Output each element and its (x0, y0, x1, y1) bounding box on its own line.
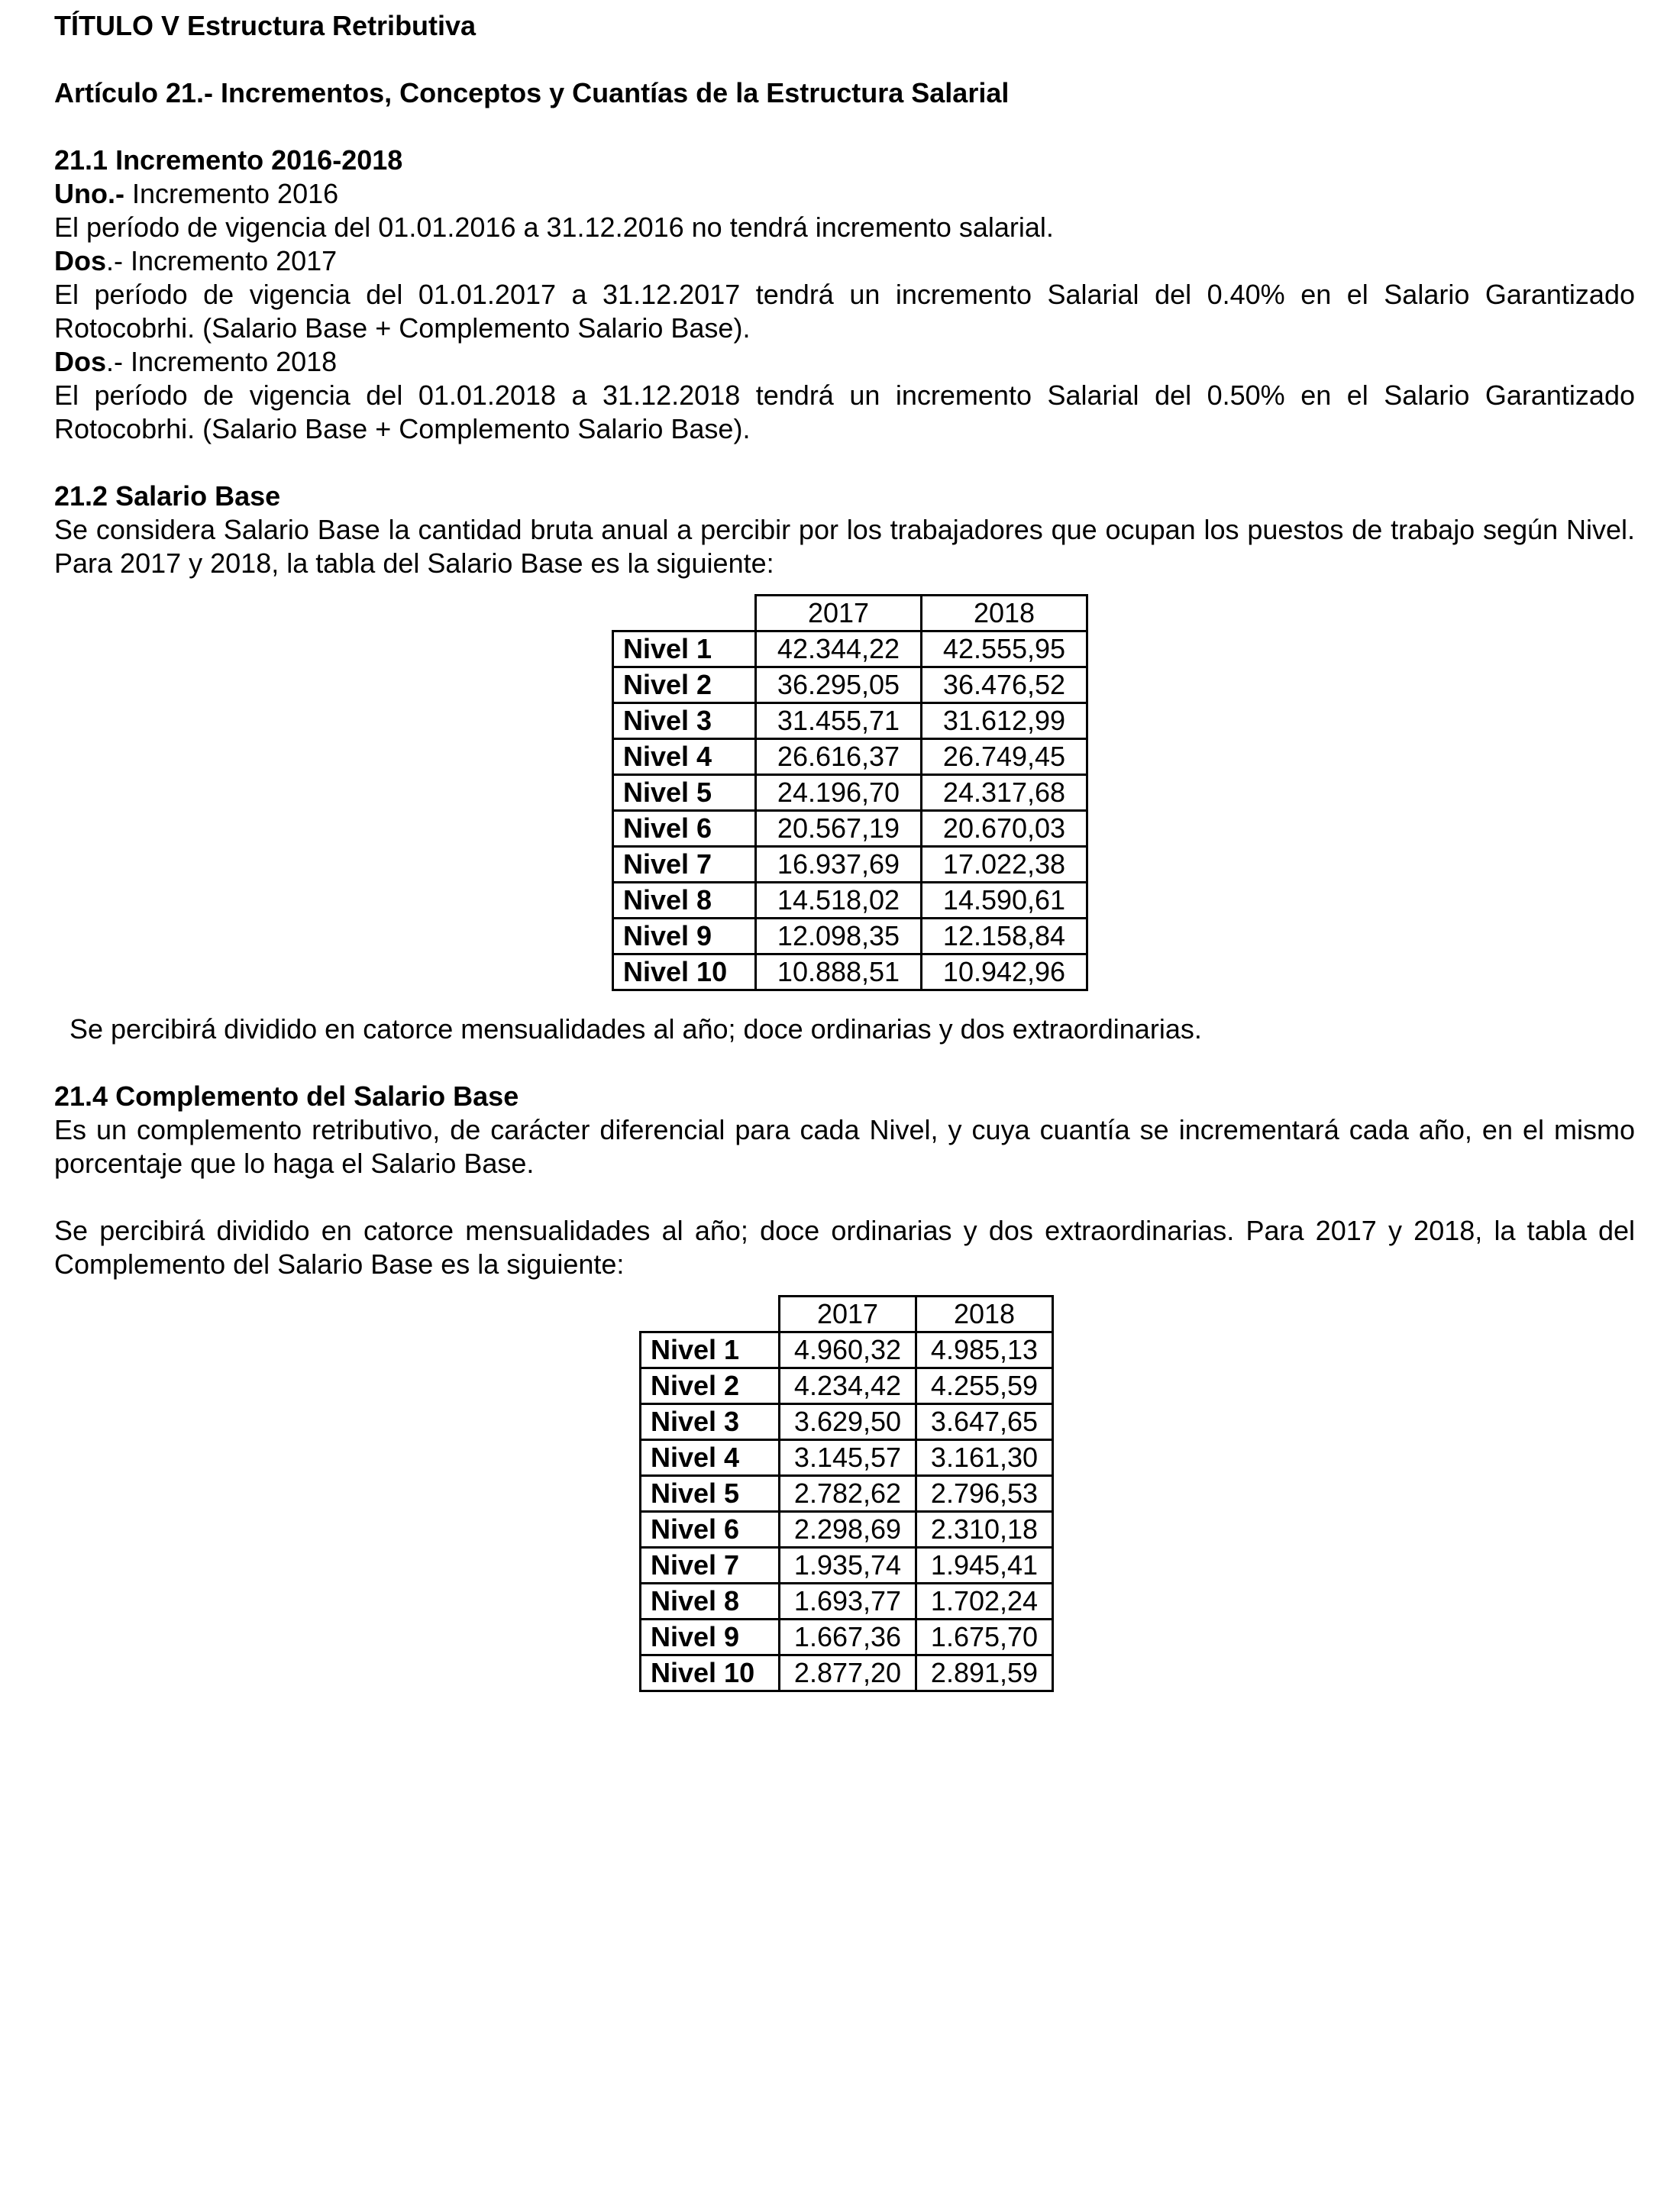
dos-2018-text: .- Incremento 2018 (106, 346, 338, 377)
table-header-row (613, 596, 1087, 631)
value-2017: 31.455,71 (756, 703, 922, 739)
value-2017: 3.629,50 (780, 1404, 916, 1440)
spacer (54, 1046, 1635, 1080)
value-2018: 2.891,59 (916, 1655, 1053, 1691)
section-21-1-heading: 21.1 Incremento 2016-2018 (54, 144, 403, 176)
value-2017: 12.098,35 (756, 919, 922, 954)
spacer (54, 43, 1635, 76)
value-2018: 3.647,65 (916, 1404, 1053, 1440)
complemento-paragraph-1: Es un complemento retributivo, de carácter diferencial para cada Nivel, y cuya cuantía se incrementará cada año, en el mismo porcentaje que lo haga el Salario Base. (54, 1114, 1635, 1179)
value-2017: 2.782,62 (780, 1476, 916, 1512)
level-label: Nivel 2 (641, 1368, 780, 1404)
dos-2017-label: Dos (54, 245, 107, 276)
uno-line (54, 177, 1635, 211)
value-2017: 1.667,36 (780, 1620, 916, 1655)
salario-base-paragraph: Se considera Salario Base la cantidad bruta anual a percibir por los trabajadores que ocupan los puestos de trabajo según Nivel. Para 2017 y 2018, la tabla del Salario Base es la siguiente: (54, 514, 1635, 579)
level-label: Nivel 3 (613, 703, 756, 739)
table-row (641, 1512, 1053, 1548)
dos-2017-text: .- Incremento 2017 (106, 245, 338, 276)
table-corner-cell (641, 1297, 780, 1332)
value-2018: 12.158,84 (922, 919, 1087, 954)
mensualidades-note: Se percibirá dividido en catorce mensualidades al año; doce ordinarias y dos extraordinarias. (69, 1013, 1202, 1045)
value-2017: 2.877,20 (780, 1655, 916, 1691)
dos-2017-line (54, 244, 1635, 278)
table-row (641, 1368, 1053, 1404)
uno-label: Uno.- (54, 178, 124, 209)
value-2018: 1.702,24 (916, 1584, 1053, 1620)
paragraph-2017: El período de vigencia del 01.01.2017 a 31.12.2017 tendrá un incremento Salarial del 0.40% en el Salario Garantizado Rotocobrhi. (Salario Base + Complemento Salario Base). (54, 279, 1635, 344)
value-2018: 1.675,70 (916, 1620, 1053, 1655)
table-row (613, 919, 1087, 954)
spacer (54, 110, 1635, 144)
complemento-paragraph-2: Se percibirá dividido en catorce mensualidades al año; doce ordinarias y dos extraordinarias. Para 2017 y 2018, la tabla del Complemento del Salario Base es la siguiente: (54, 1215, 1635, 1280)
table-row (613, 883, 1087, 919)
value-2018: 2.796,53 (916, 1476, 1053, 1512)
level-label: Nivel 5 (613, 775, 756, 811)
value-2018: 4.985,13 (916, 1332, 1053, 1368)
value-2018: 2.310,18 (916, 1512, 1053, 1548)
value-2017: 1.693,77 (780, 1584, 916, 1620)
level-label: Nivel 3 (641, 1404, 780, 1440)
document-title: TÍTULO V Estructura Retributiva (54, 10, 477, 41)
complemento-salario-base-table (639, 1295, 1054, 1692)
table-header-2017: 2017 (756, 596, 922, 631)
table-row (641, 1332, 1053, 1368)
value-2018: 31.612,99 (922, 703, 1087, 739)
level-label: Nivel 10 (641, 1655, 780, 1691)
value-2017: 10.888,51 (756, 954, 922, 990)
value-2017: 1.935,74 (780, 1548, 916, 1584)
value-2018: 1.945,41 (916, 1548, 1053, 1584)
table-row (613, 847, 1087, 883)
table-row (613, 739, 1087, 775)
level-label: Nivel 7 (641, 1548, 780, 1584)
table-row (613, 811, 1087, 847)
table-row (641, 1404, 1053, 1440)
level-label: Nivel 2 (613, 667, 756, 703)
value-2017: 20.567,19 (756, 811, 922, 847)
salario-base-table (612, 594, 1088, 991)
section-21-2-heading: 21.2 Salario Base (54, 480, 281, 512)
table-row (613, 954, 1087, 990)
article-heading: Artículo 21.- Incrementos, Conceptos y Cuantías de la Estructura Salarial (54, 77, 1010, 108)
value-2017: 2.298,69 (780, 1512, 916, 1548)
level-label: Nivel 4 (641, 1440, 780, 1476)
value-2018: 42.555,95 (922, 631, 1087, 667)
table-corner-cell (613, 596, 756, 631)
table-header-2018: 2018 (922, 596, 1087, 631)
level-label: Nivel 1 (613, 631, 756, 667)
dos-2018-line (54, 345, 1635, 379)
dos-2018-label: Dos (54, 346, 107, 377)
section-21-4-heading: 21.4 Complemento del Salario Base (54, 1080, 519, 1112)
paragraph-2016: El período de vigencia del 01.01.2016 a 31.12.2016 no tendrá incremento salarial. (54, 212, 1054, 243)
value-2018: 20.670,03 (922, 811, 1087, 847)
table-row (641, 1476, 1053, 1512)
value-2017: 3.145,57 (780, 1440, 916, 1476)
value-2018: 24.317,68 (922, 775, 1087, 811)
value-2017: 26.616,37 (756, 739, 922, 775)
table-row (641, 1655, 1053, 1691)
value-2017: 16.937,69 (756, 847, 922, 883)
value-2017: 42.344,22 (756, 631, 922, 667)
table-row (613, 703, 1087, 739)
table-row (641, 1548, 1053, 1584)
value-2018: 10.942,96 (922, 954, 1087, 990)
value-2018: 3.161,30 (916, 1440, 1053, 1476)
level-label: Nivel 8 (641, 1584, 780, 1620)
value-2018: 14.590,61 (922, 883, 1087, 919)
level-label: Nivel 10 (613, 954, 756, 990)
table-row (641, 1620, 1053, 1655)
table-header-2017: 2017 (780, 1297, 916, 1332)
table-row (641, 1440, 1053, 1476)
value-2017: 14.518,02 (756, 883, 922, 919)
level-label: Nivel 4 (613, 739, 756, 775)
value-2017: 36.295,05 (756, 667, 922, 703)
level-label: Nivel 7 (613, 847, 756, 883)
level-label: Nivel 6 (641, 1512, 780, 1548)
spacer (54, 1180, 1635, 1214)
level-label: Nivel 9 (641, 1620, 780, 1655)
level-label: Nivel 8 (613, 883, 756, 919)
level-label: Nivel 5 (641, 1476, 780, 1512)
value-2018: 17.022,38 (922, 847, 1087, 883)
spacer (54, 991, 1635, 1013)
value-2018: 26.749,45 (922, 739, 1087, 775)
uno-text: Incremento 2016 (124, 178, 339, 209)
value-2017: 4.234,42 (780, 1368, 916, 1404)
table-row (641, 1584, 1053, 1620)
table-header-row (641, 1297, 1053, 1332)
table-row (613, 667, 1087, 703)
table-header-2018: 2018 (916, 1297, 1053, 1332)
level-label: Nivel 9 (613, 919, 756, 954)
value-2018: 4.255,59 (916, 1368, 1053, 1404)
value-2017: 4.960,32 (780, 1332, 916, 1368)
level-label: Nivel 1 (641, 1332, 780, 1368)
spacer (54, 446, 1635, 480)
table-row (613, 631, 1087, 667)
table-row (613, 775, 1087, 811)
level-label: Nivel 6 (613, 811, 756, 847)
value-2018: 36.476,52 (922, 667, 1087, 703)
paragraph-2018: El período de vigencia del 01.01.2018 a 31.12.2018 tendrá un incremento Salarial del 0.50% en el Salario Garantizado Rotocobrhi. (Salario Base + Complemento Salario Base). (54, 379, 1635, 444)
document-page (54, 9, 1635, 1692)
value-2017: 24.196,70 (756, 775, 922, 811)
